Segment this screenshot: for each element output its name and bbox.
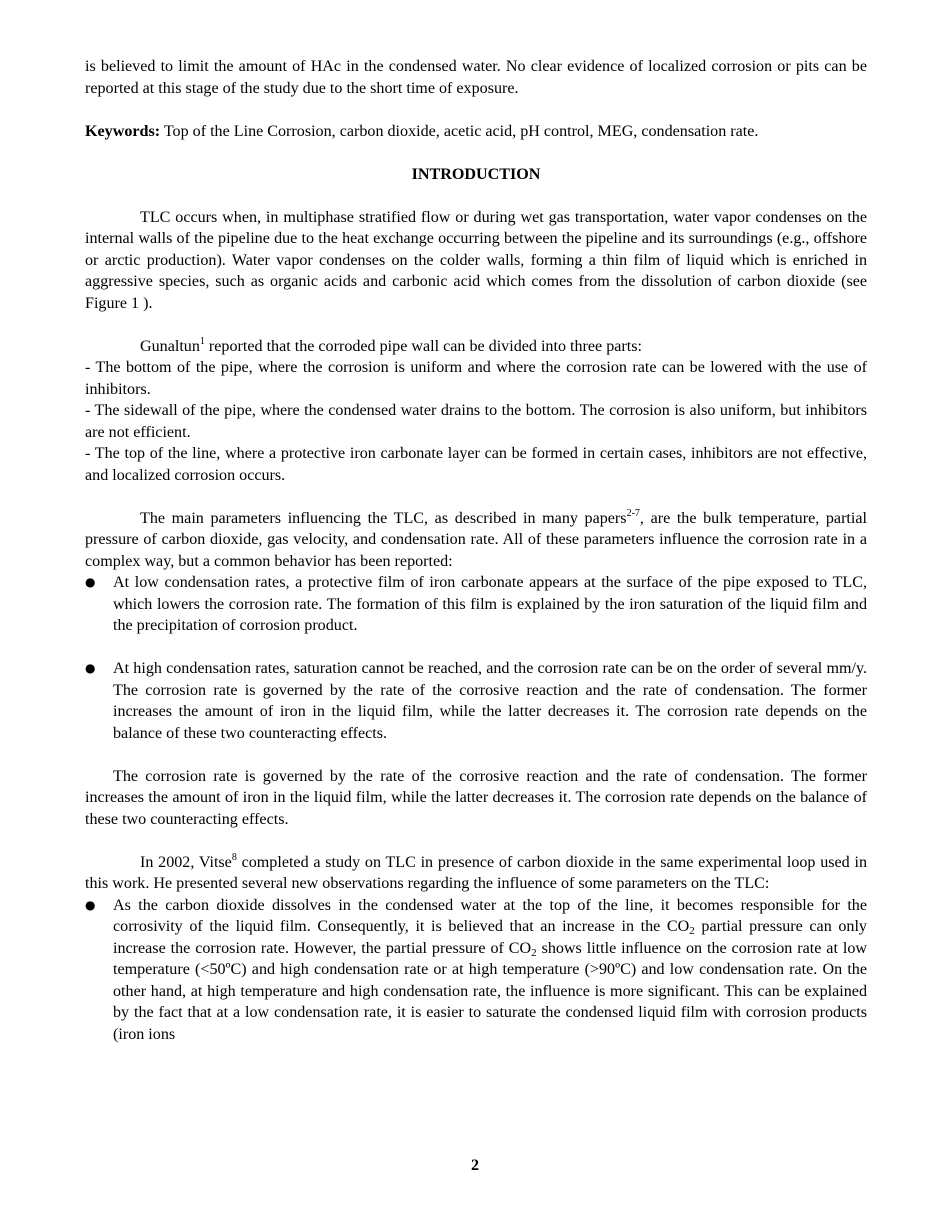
bullet-icon: ● <box>85 897 96 912</box>
vitse-text-after: completed a study on TLC in presence of carbon dioxide in the same experimental loop used in this work. He presented several new observations regarding the influence of some parameters on the TLC: <box>85 853 867 892</box>
keywords-line <box>85 121 867 143</box>
parameters-paragraph <box>85 508 867 573</box>
gunaltun-text: reported that the corroded pipe wall can be divided into three parts: <box>204 337 642 355</box>
keywords-text: Top of the Line Corrosion, carbon dioxide, acetic acid, pH control, MEG, condensation rate. <box>160 122 759 140</box>
parameters-reference: 2-7 <box>626 507 640 519</box>
intro-paragraph: TLC occurs when, in multiphase stratified flow or during wet gas transportation, water vapor condenses on the internal walls of the pipeline due to the heat exchange occurring between the pipeline and its surroundings (e.g., offshore or arctic production). Water vapor condenses on the colder walls, forming a thin film of liquid which is enriched in aggressive species, such as organic acids and carbonic acid which comes from the dissolution of carbon dioxide (see Figure 1 ). <box>85 208 867 312</box>
co2-text-part3: shows little influence on the corrosion rate at low temperature (<50ºC) and high condensation rate or at high temperature (>90ºC) and low condensation rate. On the other hand, at high temperature and high condensation rate, the influence is more significant. This can be explained by the fact that at a low condensation rate, it is easier to saturate the condensed liquid film with corrosion products (iron ions <box>113 939 867 1043</box>
vitse-reference: 8 <box>231 851 237 863</box>
list-item <box>85 895 867 1046</box>
parameters-text-before: The main parameters influencing the TLC, as described in many papers <box>140 509 627 527</box>
page-number: 2 <box>471 1157 479 1174</box>
bullet-icon: ● <box>85 661 96 675</box>
gunaltun-name: Gunaltun <box>140 337 200 355</box>
governed-paragraph: The corrosion rate is governed by the rate of the corrosive reaction and the rate of condensation. The former increases the amount of iron in the liquid film, while the latter decreases it. The corrosion rate depends on the balance of these two counteracting effects. <box>85 767 867 828</box>
pipe-part-top: - The top of the line, where a protective iron carbonate layer can be formed in certain cases, inhibitors are not effective, and localized corrosion occurs. <box>85 445 867 484</box>
vitse-text-before: In 2002, Vitse <box>140 853 232 871</box>
co2-subscript: 2 <box>531 946 537 959</box>
list-item-text: At high condensation rates, saturation cannot be reached, and the corrosion rate can be on the order of several mm/y. The corrosion rate is governed by the rate of the corrosive reaction and the rate of condensation. The former increases the amount of iron in the liquid film, while the latter decreases it. The corrosion rate depends on the balance of these two counteracting effects. <box>113 660 867 742</box>
co2-bullet-list <box>85 895 867 1046</box>
list-item <box>85 572 867 637</box>
pipe-part-bottom: - The bottom of the pipe, where the corrosion is uniform and where the corrosion rate can be lowered with the use of inhibitors. <box>85 359 867 398</box>
introduction-heading: INTRODUCTION <box>411 165 541 183</box>
list-item <box>85 658 867 744</box>
co2-text-part1: As the carbon dioxide dissolves in the condensed water at the top of the line, it becomes responsible for the corrosivity of the liquid film. Consequently, it is believed that an increase in the CO <box>113 896 867 935</box>
co2-text-part2: partial pressure can only increase the corrosion rate. However, the partial pressure of CO <box>113 918 867 957</box>
co2-subscript: 2 <box>689 925 695 937</box>
page-body <box>85 56 867 1045</box>
gunaltun-paragraph <box>85 336 867 358</box>
pipe-part-sidewall: - The sidewall of the pipe, where the condensed water drains to the bottom. The corrosion is also uniform, but inhibitors are not efficient. <box>85 402 867 441</box>
bullet-icon: ● <box>85 575 96 589</box>
parameters-text-after: , are the bulk temperature, partial pressure of carbon dioxide, gas velocity, and condensation rate. All of these parameters influence the corrosion rate in a complex way, but a common behavior has been reported: <box>85 509 867 570</box>
condensation-rate-bullet-list <box>85 572 867 744</box>
gunaltun-reference: 1 <box>199 335 205 347</box>
list-item-text: At low condensation rates, a protective film of iron carbonate appears at the surface of the pipe exposed to TLC, which lowers the corrosion rate. The formation of this film is explained by the iron saturation of the liquid film and the precipitation of corrosion product. <box>113 574 867 634</box>
vitse-paragraph <box>85 852 867 895</box>
keywords-label: Keywords: <box>85 122 161 140</box>
continuation-paragraph: is believed to limit the amount of HAc in the condensed water. No clear evidence of localized corrosion or pits can be reported at this stage of the study due to the short time of exposure. <box>85 58 867 97</box>
